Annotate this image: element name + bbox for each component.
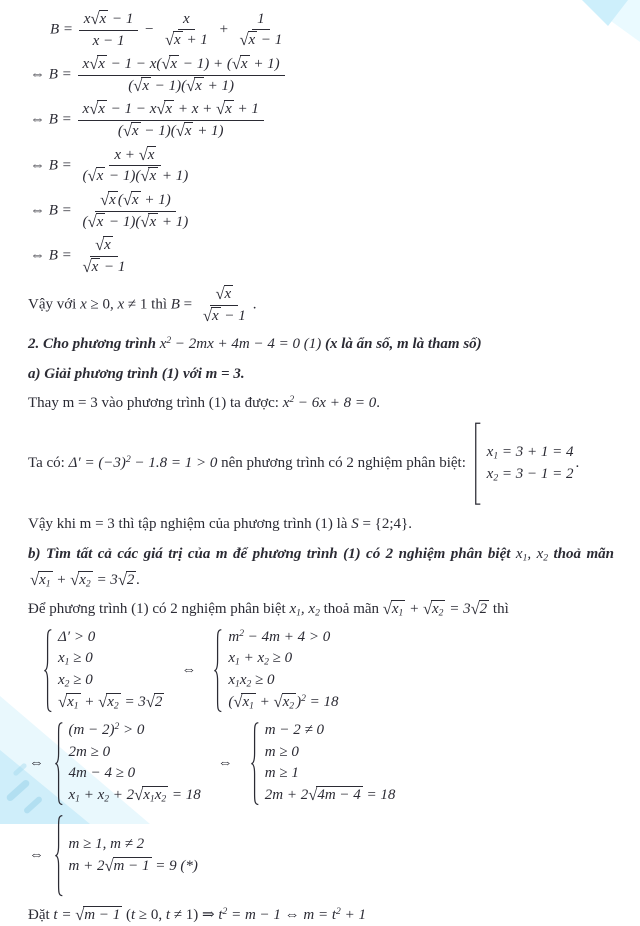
- square-root: √ x1: [382, 598, 404, 619]
- radical-sign: √: [156, 99, 166, 119]
- radical-sign: √: [104, 855, 114, 875]
- square-root: √ x2: [273, 691, 295, 712]
- radical-sign: √: [140, 211, 150, 231]
- radical-sign: √: [133, 75, 143, 95]
- system-line: 2m ≥ 0: [68, 743, 111, 760]
- heading-part-b: b) Tìm tất cả các giá trị của m để phương trình (1) có 2 nghiệm phân biệt x1, x2 thoả mãn: [28, 545, 614, 564]
- bracket-glyph: [472, 422, 482, 505]
- radical-sign: √: [231, 53, 241, 73]
- system-line: 2m + 2 √ 4m − 4 = 18: [264, 784, 396, 804]
- fraction: x √ x − 1 x − 1: [79, 10, 139, 50]
- square-root: √ x2: [98, 691, 119, 712]
- system-line: x1 + x2 + 2 √ x1x2 = 18: [68, 784, 201, 805]
- square-root: √ x: [140, 166, 157, 186]
- system-line: x1 = 3 + 1 = 4: [486, 444, 574, 462]
- brace-system: [54, 814, 198, 897]
- brace-glyph: [54, 721, 64, 806]
- square-root: √ 2: [145, 691, 163, 711]
- system-row-3: ⇔ m ≥ 1, m ≠ 2 m + 2 √ m − 1 = 9 (*): [29, 814, 614, 897]
- square-root: √ 2: [470, 598, 488, 618]
- radical-sign: √: [98, 691, 108, 711]
- square-root: √ x1: [233, 691, 254, 712]
- radical-sign: √: [75, 905, 85, 925]
- radical-sign: √: [117, 569, 127, 589]
- system-row-1: Δ′ > 0 x1 ≥ 0 x2 ≥ 0 √ x1 + √ x2 = 3 √ 2 ⇔ $m^2 - 4m + 4 > 0$ x1 + x2 ≥ 0 x1x2 ≥ 0 ( √ x1 + √ x2 )$^2$ = 18: [41, 628, 614, 713]
- system-line: ( √ x1 + √ x2 )$^2$ = 18: [228, 691, 339, 712]
- radical-sign: √: [89, 99, 99, 119]
- square-root: √ x: [122, 189, 139, 209]
- eq-step-combine: ⇔ B = x + √ x ( √ x − 1)( √ x + 1): [30, 146, 614, 186]
- math-solution-content: [28, 10, 614, 926]
- eq-step-simplified: ⇔ B = √ x √ x − 1: [30, 236, 614, 276]
- brace-system: [54, 721, 201, 806]
- radical-sign: √: [161, 53, 171, 73]
- system-row-2: ⇔ $(m - 2)^2 > 0$ 2m ≥ 0 4m − 4 ≥ 0 x1 + x2 + 2 √ x1x2 = 18 ⇔ m − 2 ≠ 0 m ≥ 0 m ≥ 1 2m + 2 √ 4m − 4 = 18: [29, 720, 396, 805]
- square-root: √ x: [215, 283, 232, 303]
- eq-step-factor: ⇔ B = √ x ( √ x + 1) ( √ x − 1)( √ x + 1): [30, 191, 614, 231]
- radical-sign: √: [122, 189, 132, 209]
- square-root: √ x2: [422, 598, 444, 619]
- radical-sign: √: [70, 569, 80, 589]
- square-root: √ x: [90, 8, 107, 28]
- heading-problem-2: 2. Cho phương trình $x^2 - 2mx + 4m - 4 = 0$ (1) (x là ẩn số, m là tham số): [28, 335, 482, 353]
- square-root: √ x: [164, 30, 181, 50]
- system-line: x2 ≥ 0: [58, 672, 93, 690]
- fraction: x √ x − 1 − x √ x + x + √ x + 1 ( √ x − 1)( √ x + 1): [78, 100, 264, 140]
- brace-glyph: [250, 721, 260, 806]
- radical-sign: √: [382, 598, 392, 618]
- radical-sign: √: [164, 30, 175, 50]
- radical-sign: √: [175, 120, 185, 140]
- system-line: √ x1 + √ x2 = 3 √ 2: [58, 691, 163, 712]
- eq-b-definition: B = x √ x − 1 x − 1 − x √ x + 1 + 1 √ x − 1: [50, 10, 614, 50]
- radical-sign: √: [134, 784, 144, 804]
- radical-sign: √: [87, 166, 97, 186]
- radical-sign: √: [273, 691, 283, 711]
- square-root: √ x: [175, 120, 192, 140]
- radical-sign: √: [216, 99, 226, 119]
- text-substitution-t: Đặt t = √ m − 1 (t ≥ 0, t ≠ 1) ⇒ $t^2 = m - 1$ ⇔ $m = t^2 + 1$: [28, 905, 366, 925]
- system-line: Δ′ > 0: [58, 628, 96, 645]
- square-root: √ x: [161, 53, 178, 73]
- square-root: √ x: [138, 144, 155, 164]
- heading-part-a: a) Giải phương trình (1) với m = 3.: [28, 366, 245, 383]
- brace-glyph: [213, 628, 223, 713]
- system-line: m ≥ 1: [264, 765, 299, 782]
- watermark-stroke: [5, 779, 30, 803]
- brace-system: [213, 628, 338, 713]
- system-line: $(m - 2)^2 > 0$: [68, 720, 145, 738]
- fraction: √ x √ x − 1: [202, 283, 246, 325]
- brace-glyph: [43, 628, 53, 713]
- radical-sign: √: [308, 784, 318, 804]
- fraction: 1 √ x − 1: [239, 11, 283, 50]
- system-line: x1 ≥ 0: [58, 650, 93, 669]
- radical-sign: √: [145, 691, 155, 711]
- system-line: m ≥ 0: [264, 743, 299, 760]
- radical-sign: √: [89, 53, 99, 73]
- system-line: x1 + x2 ≥ 0: [228, 650, 293, 669]
- square-root: √ 2: [117, 569, 135, 589]
- radical-sign: √: [87, 211, 97, 231]
- text-condition-intro: Để phương trình (1) có 2 nghiệm phân biệt x1, x2 thoả mãn √ x1 + √ x2 = 3 √ 2 thì: [28, 598, 509, 619]
- square-root: √ x: [239, 30, 256, 50]
- square-root: √ x: [122, 120, 139, 140]
- system-line: m − 2 ≠ 0: [264, 721, 324, 738]
- watermark-stroke: [12, 762, 27, 776]
- square-root: √ x: [95, 235, 111, 255]
- eq-step-distribute: ⇔ B = x √ x − 1 − x √ x + x + √ x + 1 ( √ x − 1)( √ x + 1): [30, 100, 614, 140]
- square-root: √ x1: [30, 569, 51, 590]
- radical-sign: √: [233, 691, 243, 711]
- square-root: √ x: [216, 99, 232, 119]
- system-line: $m^2 - 4m + 4 > 0$: [228, 627, 331, 645]
- square-root: √ x: [186, 75, 202, 95]
- square-root: √ x: [156, 99, 173, 119]
- fraction: x √ x + 1: [164, 11, 208, 50]
- eq-part-b-condition: √ x1 + √ x2 = 3 √ 2 .: [30, 569, 141, 590]
- square-root: √ x1: [58, 691, 79, 712]
- system-line: m + 2 √ m − 1 = 9 (*): [68, 855, 198, 875]
- square-root: √ m − 1: [75, 905, 121, 925]
- text-substitute-m3: Thay m = 3 vào phương trình (1) ta được: $x^2 - 6x + 8 = 0$.: [28, 394, 380, 412]
- square-root: √ x: [89, 53, 105, 73]
- text-solution-set: Vậy khi m = 3 thì tập nghiệm của phương trình (1) là S = {2;4}.: [28, 515, 412, 532]
- square-root: √ x: [89, 99, 105, 119]
- brace-glyph: [54, 814, 64, 897]
- square-root: √ x: [202, 305, 219, 325]
- fraction: x √ x − 1 − x( √ x − 1) + ( √ x + 1) ( √ x − 1)( √ x + 1): [78, 55, 285, 95]
- system-line: m ≥ 1, m ≠ 2: [68, 835, 145, 852]
- radical-sign: √: [100, 189, 110, 209]
- square-root: √ x: [133, 75, 149, 95]
- square-root: √ m − 1: [104, 855, 150, 875]
- radical-sign: √: [422, 598, 432, 618]
- square-root: √ x: [140, 211, 157, 231]
- radical-sign: √: [58, 691, 68, 711]
- square-root: √ x: [100, 189, 116, 209]
- text-delta-and-roots: Ta có: $\Delta' = (-3)^2 - 1.8 = 1 > 0$ nên phương trình có 2 nghiệm phân biệt: x1 = 3 + 1 = 4 x2 = 3 − 1 = 2 .: [28, 422, 614, 505]
- radical-sign: √: [470, 598, 480, 618]
- radical-sign: √: [186, 75, 196, 95]
- fraction: x + √ x ( √ x − 1)( √ x + 1): [82, 144, 189, 186]
- text-conclusion-b: Vậy với x ≥ 0, x ≠ 1 thì B = √ x √ x − 1 .: [28, 283, 257, 325]
- radical-sign: √: [90, 8, 100, 28]
- radical-sign: √: [138, 144, 148, 164]
- square-root: √ x2: [70, 569, 91, 590]
- fraction: √ x ( √ x + 1) ( √ x − 1)( √ x + 1): [82, 189, 189, 231]
- system-line: x2 = 3 − 1 = 2: [486, 465, 574, 484]
- bracket-system: [472, 422, 574, 505]
- square-root: √ x: [231, 53, 248, 73]
- eq-step-common-denominator: ⇔ B = x √ x − 1 − x( √ x − 1) + ( √ x + 1) ( √ x − 1)( √ x + 1): [30, 55, 614, 95]
- system-line: x1x2 ≥ 0: [228, 672, 275, 690]
- radical-sign: √: [82, 256, 92, 276]
- brace-system: [250, 721, 396, 806]
- system-line: 4m − 4 ≥ 0: [68, 765, 136, 782]
- radical-sign: √: [95, 235, 105, 255]
- brace-system: [43, 628, 164, 713]
- square-root: √ x: [82, 256, 99, 276]
- square-root: √ x: [87, 211, 104, 231]
- square-root: √ x1x2: [134, 784, 167, 805]
- radical-sign: √: [215, 283, 225, 303]
- radical-sign: √: [239, 30, 249, 50]
- radical-sign: √: [30, 569, 40, 589]
- radical-sign: √: [140, 166, 150, 186]
- radical-sign: √: [202, 305, 212, 325]
- square-root: √ 4m − 4: [308, 784, 361, 804]
- radical-sign: √: [122, 120, 132, 140]
- fraction: √ x √ x − 1: [82, 235, 126, 276]
- square-root: √ x: [87, 166, 104, 186]
